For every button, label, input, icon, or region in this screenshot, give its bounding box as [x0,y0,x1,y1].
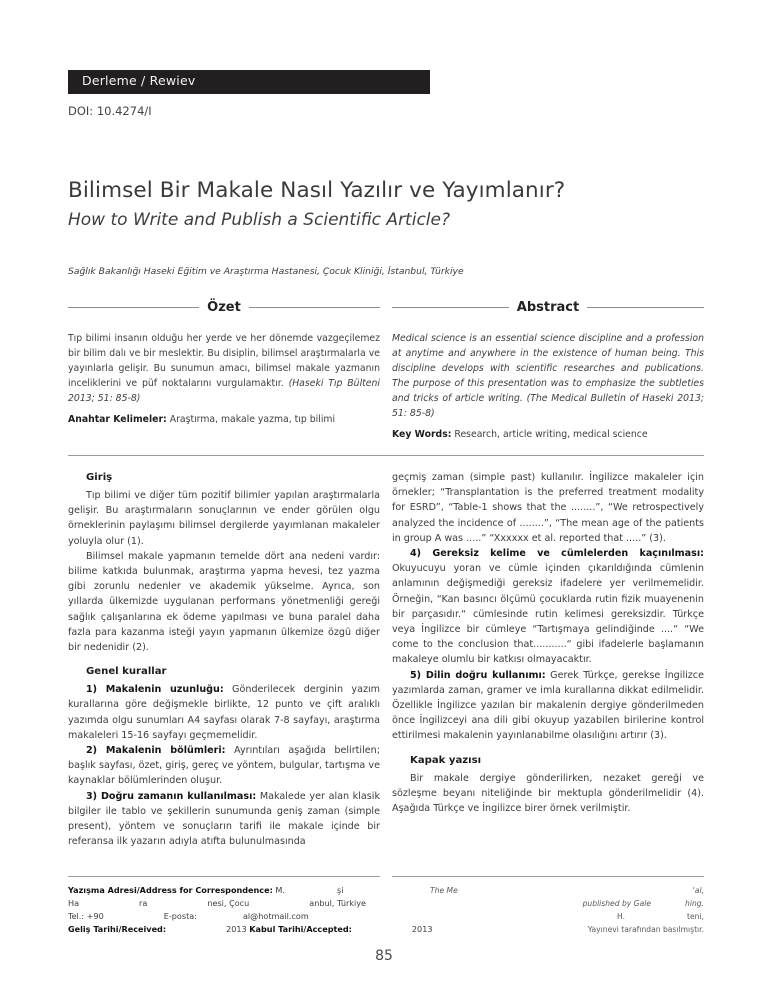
publisher-line-3-tail: teni, [687,912,704,922]
rule-2-label: 2) Makalenin bölümleri: [86,745,226,757]
correspondence-name-part1: M. [275,885,285,895]
keywords-label-en: Key Words: [392,429,452,441]
address-fragment-c: nesi, Çocu [207,898,250,909]
section-divider [68,455,704,456]
abstract-turkish-heading: Özet [207,300,241,315]
publisher-line-3-lead: H. [617,912,625,922]
rule-3-text: Makalede yer alan klasik bilgiler ile tablo ve şekillerin sunumunda geniş zaman (simple present), yöntem ve sonuçların tarifi ile makale içinde bir referansa ilk yazarın adıyla atıfta bulunulmasında [68,790,381,848]
paragraph-giris-2: Bilimsel makale yapmanın temelde dört ana nedeni vardır: bilime katkıda bulunmak, araştırma yapma hevesi, tez yazma gibi zorunlu nedenler ve akademik yükselme. Ayrıca, son yıllarda ülkemizde uygulanan performans yönetmenliği gereği sağlık çalışanlarına ek ödeme yapılması ve buna paralel daha fazla para kazanma isteği yayın yapmanın ülkemize özgü diğer bir nedenidir (2). [68,550,380,654]
received-label: Geliş Tarihi/Received: [68,924,167,935]
abstract-turkish [68,300,380,428]
keywords-label-tr: Anahtar Kelimeler: [68,414,167,426]
correspondence-name-row [68,884,390,897]
abstract-turkish-text: Tıp bilimi insanın olduğu her yerde ve her dönemde vazgeçilemez bir bilim dalı ve bir meslektir. Bu disiplin, bilimsel araştırmalarla ve yayınlarla gelişir. Bu sunumun amacı, bilimsel makale yazmanın inceliklerini ve püf noktalarını vurgulamaktır. [68,333,380,390]
email-value: al@hotmail.com [242,911,309,922]
page-number: 85 [375,948,393,964]
page-subtitle: How to Write and Publish a Scientific Article? [68,210,450,230]
email-label: E-posta: [163,911,197,922]
accepted-value: 2013 [411,924,433,935]
correspondence-block [68,884,433,936]
publisher-line-2-lead: published by Gale [582,899,652,909]
paragraph-rule-2 [68,743,380,789]
address-fragment-a: Ha [68,898,80,909]
paragraph-kapak: Bir makale dergiye gönderilirken, nezaket gereği ve sözleşme beyanı niteliğinde bir mektupla gönderilmelidir (4). Aşağıda Türkçe ve İngilizce birer örnek verilmiştir. [392,772,704,815]
address-fragment-b: ra [139,898,148,909]
publisher-line-3 [392,910,704,923]
telephone-label: Tel.: +90 [68,911,104,922]
publisher-line-4: Yayınevi tarafından basılmıştır. [587,925,704,935]
rule-2-text: Ayrıntıları aşağıda belirtilen; başlık sayfası, özet, giriş, gereç ve yöntem, bulgular, tartışma ve kaynaklar bölümlerinden oluşur. [68,745,380,787]
doi-line: DOI: 10.4274/I [68,104,152,118]
heading-kapak-yazisi: Kapak yazısı [410,754,482,766]
publisher-line-1-lead: The Me [430,886,458,895]
publisher-divider [392,876,704,877]
article-type-banner [68,70,430,94]
abstract-english-heading: Abstract [516,300,580,315]
correspondence-address-row [68,897,390,910]
heading-giris: Giriş [86,472,113,483]
correspondence-contact-row [68,910,390,923]
body-column-left [68,470,380,849]
paragraph-rule-4 [392,546,704,668]
publisher-line-1-tail: 'al, [692,886,704,895]
rule-1-text: Gönderilecek derginin yazım kurallarına göre değişmekle birlikte, 12 punto ve çift aralıklı yazımda olgu sunumları A4 sayfası olarak 7-8 sayfayı, araştırma makaleleri 15-16 sayfayı geçmemelidir. [68,684,381,741]
rule-left [392,307,509,308]
paragraph-rule-5 [392,668,704,744]
correspondence-dates-row [68,923,433,936]
abstract-turkish-citation: (Haseki Tıp Bülteni 2013; 51: 85-8) [68,378,380,405]
abstract-english-body: Medical science is an essential science discipline and a profession at anytime and anywhere in the existence of human being. This discipline develops with scientific researches and publications. The purpose of this presentation was to emphasize the subtleties and tricks of article writing. (The Medical Bulletin of Haseki 2013; 51: 85-8) [392,333,704,420]
rule-5-label: 5) Dilin doğru kullanımı: [410,669,546,681]
abstract-turkish-body [68,331,380,406]
article-type-label: Derleme / Rewiev [82,73,196,88]
publisher-line-2 [392,897,704,910]
rule-right [249,307,380,308]
correspondence-name-part2: şi [336,885,344,895]
abstract-english-header [392,300,704,315]
publisher-line-1 [392,884,704,897]
abstract-english [392,300,704,443]
heading-genel-kurallar: Genel kurallar [86,666,167,678]
keywords-value-en: Research, article writing, medical science [451,429,648,441]
address-fragment-d: anbul, Türkiye [309,898,366,909]
publisher-line-2-tail: hing. [685,899,704,909]
rule-1-label: 1) Makalenin uzunluğu: [86,684,224,696]
correspondence-divider [68,876,380,877]
paragraph-giris-1: Tıp bilimi ve diğer tüm pozitif bilimler yapılan araştırmalarla gelişir. Bu araştırmaların sonuçlarının ve ender görülen olgu örneklerinin paylaşımı bilimsel dergilerde yayımlanan makaleler yoluyla olur (1). [68,489,380,547]
abstract-turkish-header [68,300,380,315]
abstract-english-keywords [392,428,704,442]
received-value: 2013 [226,924,247,935]
rule-5-text: Gerek Türkçe, gerekse İngilizce yazımlarda zaman, gramer ve imla kurallarına dikkat edilmelidir. Özellikle İngilizce yazılan bir makalenin dergiye gönderilmeden önce İngilizceyi ana dili gibi okuyup yazabilen birilerine kontrol ettirilmesi makalenin yayınlanabilme olasılığını artırır (3). [392,669,704,742]
publisher-block [392,884,704,936]
paragraph-continued: geçmiş zaman (simple past) kullanılır. İngilizce makaleler için örnekler; “Transplantation is the preferred treatment modality for ESRD”, “Table-1 shows that the ........”, “We retrospectively analyzed the incidence of ........”, “The mean age of the patients in group A was .....” “Xxxxxx et al. reported that .....” (3). [392,472,704,544]
rule-4-label: 4) Gereksiz kelime ve cümlelerden kaçınılması: [410,548,704,560]
author-affiliation: Sağlık Bakanlığı Haseki Eğitim ve Araştırma Hastanesi, Çocuk Kliniği, İstanbul, Türkiye [68,266,464,277]
rule-right [587,307,704,308]
page-title: Bilimsel Bir Makale Nasıl Yazılır ve Yayımlanır? [68,178,566,203]
rule-4-text: Okuyucuyu yoran ve cümle içinden çıkarıldığında cümlenin anlamının değişmediği gereksiz ifadelere yer verilmemelidir. Örneğin, “Kan basıncı ölçümü çocuklarda rutin fizik muayenenin bir parçasıdır.“ cümlesinde rutin kelimesi gereksizdir. Türkçe veya İngilizce bir cümleye “Tartışmaya gelindiğinde ....“ “We come to the conclusion that...........“ gibi ifadelerle başlamanın makaleye olumlu bir katkısı olmayacaktır. [392,563,704,666]
abstract-turkish-keywords [68,413,380,427]
rule-left [68,307,199,308]
body-column-right [392,470,704,816]
rule-3-label: 3) Doğru zamanın kullanılması: [86,790,257,802]
correspondence-label: Yazışma Adresi/Address for Correspondence: [68,885,273,895]
accepted-label: Kabul Tarihi/Accepted: [249,924,352,935]
paragraph-rule-1 [68,682,380,743]
paragraph-rule-3 [68,789,380,850]
keywords-value-tr: Araştırma, makale yazma, tıp bilimi [166,414,336,426]
